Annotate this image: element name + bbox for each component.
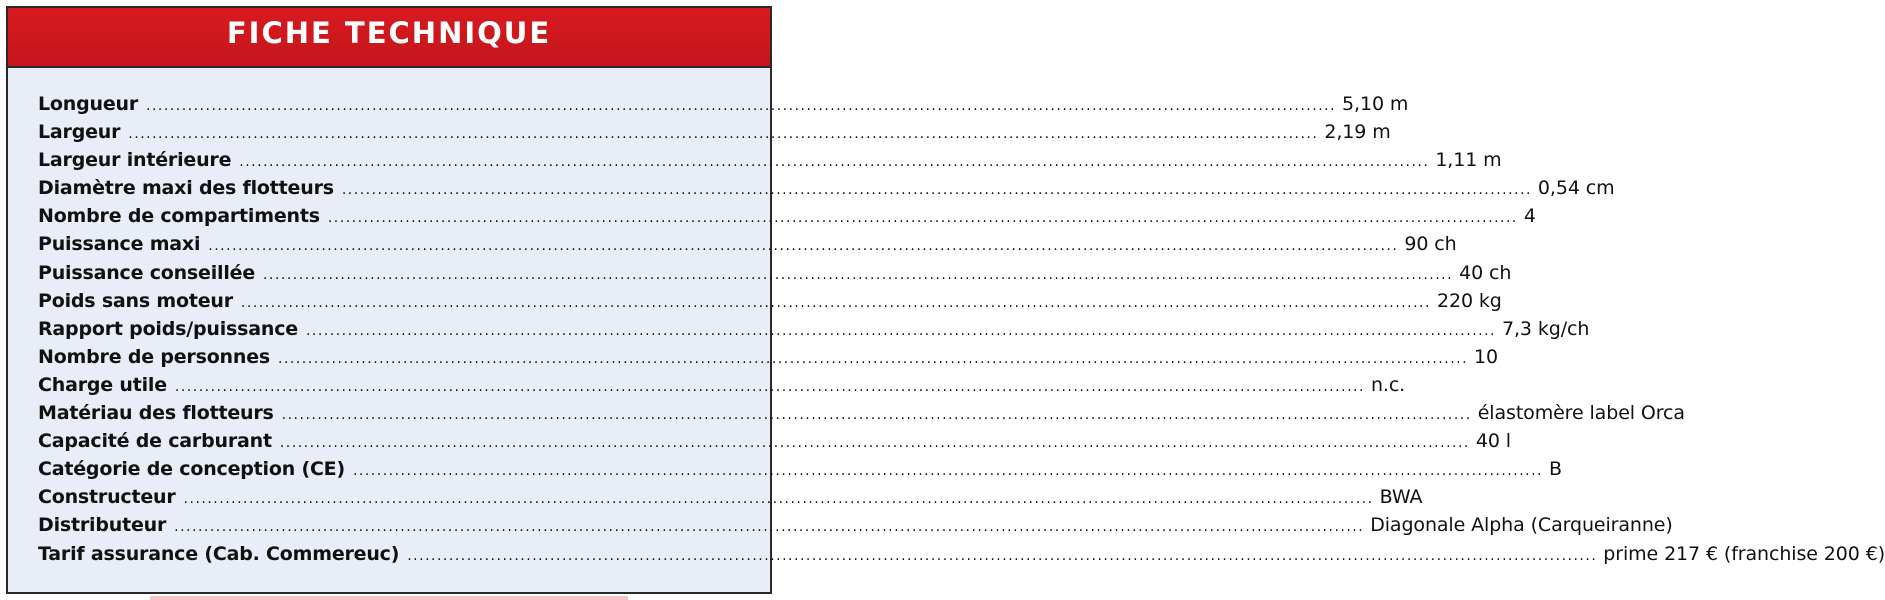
spec-label: Catégorie de conception (CE) bbox=[38, 458, 345, 481]
spec-sheet-header bbox=[8, 8, 770, 68]
spec-row-distributeur bbox=[38, 511, 1673, 539]
spec-sheet-card bbox=[6, 6, 1885, 594]
spec-label: Nombre de compartiments bbox=[38, 205, 320, 228]
spec-row-nombre-personnes bbox=[38, 343, 1499, 371]
spec-value: n.c. bbox=[1370, 373, 1406, 396]
spec-label: Matériau des flotteurs bbox=[38, 402, 274, 425]
spec-row-materiau-flotteurs bbox=[38, 399, 1685, 427]
spec-row-longueur bbox=[38, 90, 1409, 118]
spec-list bbox=[38, 90, 1885, 568]
spec-row-largeur bbox=[38, 118, 1391, 146]
spec-value: 7,3 kg/ch bbox=[1502, 317, 1590, 340]
spec-label: Longueur bbox=[38, 93, 138, 115]
spec-row-largeur-interieure bbox=[38, 146, 1502, 174]
spec-value: 2,19 m bbox=[1324, 121, 1391, 144]
spec-value: prime 217 € (franchise 200 €) bbox=[1603, 542, 1885, 565]
spec-row-capacite-carburant bbox=[38, 427, 1511, 455]
dot-leader: ........................................................................................................................................................................................................ bbox=[208, 238, 1399, 255]
spec-value: 1,11 m bbox=[1435, 149, 1502, 172]
spec-value: 220 kg bbox=[1436, 289, 1502, 312]
dot-leader: ........................................................................................................................................................................................................ bbox=[146, 98, 1337, 114]
spec-label: Rapport poids/puissance bbox=[38, 317, 298, 340]
spec-label: Distributeur bbox=[38, 514, 167, 537]
spec-row-categorie-conception bbox=[38, 455, 1562, 483]
spec-value: 40 ch bbox=[1459, 261, 1512, 284]
spec-row-compartiments bbox=[38, 202, 1536, 230]
spec-label: Poids sans moteur bbox=[38, 289, 233, 312]
spec-label: Nombre de personnes bbox=[38, 345, 270, 368]
dot-leader: ........................................................................................................................................................................................................ bbox=[263, 266, 1454, 283]
spec-row-constructeur bbox=[38, 483, 1423, 511]
spec-label: Puissance conseillée bbox=[38, 261, 256, 284]
dot-leader: ........................................................................................................................................................................................................ bbox=[407, 547, 1598, 564]
spec-row-rapport-poids-puissance bbox=[38, 315, 1590, 343]
spec-row-tarif-assurance bbox=[38, 540, 1885, 568]
dot-leader: ........................................................................................................................................................................................................ bbox=[279, 435, 1470, 452]
dot-leader: ........................................................................................................................................................................................................ bbox=[327, 210, 1518, 227]
spec-row-puissance-conseillee bbox=[38, 259, 1512, 287]
dot-leader: ........................................................................................................................................................................................................ bbox=[352, 463, 1543, 480]
spec-value: 0,54 cm bbox=[1537, 177, 1615, 200]
spec-label: Tarif assurance (Cab. Commereuc) bbox=[38, 542, 400, 565]
dot-leader: ........................................................................................................................................................................................................ bbox=[281, 407, 1472, 424]
spec-label: Charge utile bbox=[38, 373, 167, 396]
spec-row-charge-utile bbox=[38, 371, 1406, 399]
dot-leader: ........................................................................................................................................................................................................ bbox=[128, 126, 1319, 143]
spec-row-puissance-maxi bbox=[38, 230, 1457, 258]
bottom-accent-band bbox=[150, 596, 628, 600]
spec-value: Diagonale Alpha (Carqueiranne) bbox=[1370, 514, 1673, 537]
spec-value: B bbox=[1549, 458, 1562, 481]
dot-leader: ........................................................................................................................................................................................................ bbox=[278, 350, 1469, 367]
spec-value: élastomère label Orca bbox=[1477, 402, 1685, 425]
dot-leader: ........................................................................................................................................................................................................ bbox=[305, 322, 1496, 339]
dot-leader: ........................................................................................................................................................................................................ bbox=[240, 294, 1431, 311]
spec-value: 90 ch bbox=[1404, 233, 1457, 256]
dot-leader: ........................................................................................................................................................................................................ bbox=[174, 378, 1365, 395]
spec-value: 10 bbox=[1474, 345, 1499, 368]
spec-label: Puissance maxi bbox=[38, 233, 201, 256]
spec-label: Diamètre maxi des flotteurs bbox=[38, 177, 334, 200]
spec-label: Capacité de carburant bbox=[38, 430, 272, 453]
spec-value: 5,10 m bbox=[1342, 93, 1409, 115]
spec-value: BWA bbox=[1379, 486, 1423, 509]
spec-sheet-title: FICHE TECHNIQUE bbox=[226, 16, 552, 50]
spec-value: 4 bbox=[1523, 205, 1536, 228]
dot-leader: ........................................................................................................................................................................................................ bbox=[239, 154, 1430, 171]
dot-leader: ........................................................................................................................................................................................................ bbox=[183, 491, 1374, 508]
spec-label: Largeur bbox=[38, 121, 121, 144]
spec-row-diametre-flotteurs bbox=[38, 174, 1615, 202]
spec-label: Largeur intérieure bbox=[38, 149, 232, 172]
spec-label: Constructeur bbox=[38, 486, 176, 509]
spec-row-poids-sans-moteur bbox=[38, 287, 1502, 315]
dot-leader: ........................................................................................................................................................................................................ bbox=[174, 519, 1365, 536]
dot-leader: ........................................................................................................................................................................................................ bbox=[341, 182, 1532, 199]
spec-value: 40 l bbox=[1475, 430, 1511, 453]
